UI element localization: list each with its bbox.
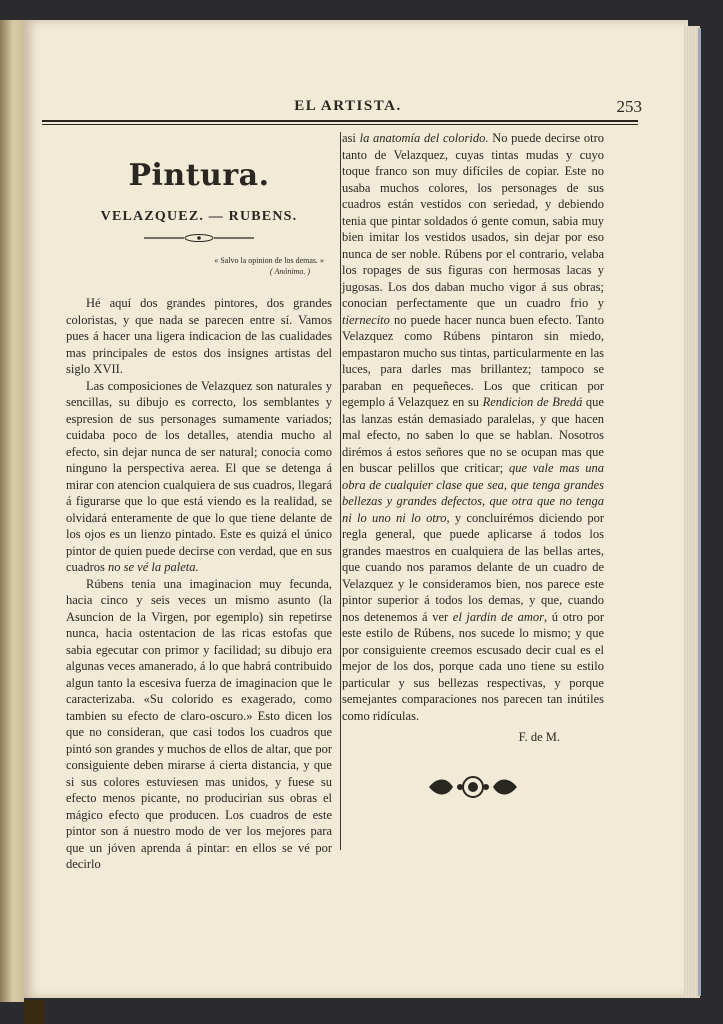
italic-run: que vale mas una obra de cualquier clase que sea, que tenga grandes bellezas y grandes defectos, que otra que no tenga ni lo uno ni lo otro [342,461,604,525]
text-run: no puede hacer nunca buen efecto. Tanto Velazquez como Rúbens pintaron sin miedo, empastaron mucho sus tintas, particularmente en las luces, para darles mas brillantez; tampoco se paraban en pequeñeces. Los que critican por egemplo á Velazquez en su [342,312,604,409]
right-column [342,130,604,799]
author-signature: F. de M. [518,730,560,744]
epigraph [66,255,332,277]
page-number: 253 [616,97,642,116]
epigraph-quote: « Salvo la opinion de los demas. » [214,256,324,265]
header-rule-thick [42,120,638,122]
paragraph-2-italic: no se vé la paleta. [108,560,199,574]
paragraph-3: Rúbens tenia una imaginacion muy fecunda, hacia cinco y seis veces un mismo asunto (la Asuncion de la Virgen, por egemplo) sin repetirse nunca, hacia ostentacion de las ricas estofas que sabia egecutar con primor y facilidad; su dibujo era algunas veces amanerado, á lo que habrá contribuido algun tanto la escesiva fuerza de imaginacion que le caracterizaba. «Su colorido es exagerado, como tambien su efecto de claro-oscuro.» Esto dicen los que no consideran, que casi todos los cuadros que pintó son grandes y muchos de ellos de altar, que por consiguiente deben mirarse á cierta distancia, y que si sus colores estuviesen mas unidos, y fuese su efecto menos picante, no producirian sus obras el mágico efecto que producen. Los cuadros de este pintor son á nuestro modo de ver los mejores para que un jóven aprenda á pintar: en ellos se vé por decirlo [66,576,332,871]
tailpiece-ornament-icon [427,775,519,799]
title-rule-ornament-icon [144,233,254,243]
italic-run: tiernecito [342,312,390,327]
left-column [66,130,332,873]
text-run: No puede decirse otro tanto de Velazquez, cuyas tintas mudas y cuyo toque franco son muy difíciles de copiar. Este no usaba muchos colores, los personages de sus cuadros están vestidos con seriedad, y debiendo tenia que pintar soldados ó gente comun, sabia muy bien imitar los vestidos usados, sin dejar por eso nunca de ser noble. Rúbens por el contrario, velaba los ropages de sus figuras con hermosas lacas y jugosas. Los dos daban mucho vigor á sus obras; conocian perfectamente que un cuadro frio y [342,131,604,310]
italic-run: la anatomía del colorido. [359,131,489,145]
section-title: Pintura. [128,158,270,193]
running-head [40,98,656,120]
article-title: VELAZQUEZ. — RUBENS. [100,209,298,224]
text-run: , ú otro por este estilo de Rúbens, nos sucede lo mismo; y que por consiguiente creemos escusado decir cual es el mejor de los dos, porque cada uno tiene su estilo particular y sus bellezas respectivas, y porque semejantes comparaciones nos parecen tan inútiles como ridículas. [342,609,604,723]
paragraph-2 [66,378,332,576]
paragraph-1: Hé aquí dos grandes pintores, dos grandes coloristas, y que nada se parecen entre sí. Vamos pues á hacer una ligera indicacion de las cualidades mas principales de estos dos insignes artistas del siglo XVII. [66,296,332,376]
running-title: EL ARTISTA. [294,98,402,114]
text-run: que las lanzas están demasiado paralelas, y que hacen mal efecto, no saben lo que se hablan. Nosotros dirémos á estos señores que no se ocupan mas que en buscar pelillos que criticar; [342,395,604,475]
left-page-edge [0,20,24,1002]
italic-run: el jardin de amor [452,609,544,624]
paragraph-2-text: Las composiciones de Velazquez son naturales y sencillas, su dibujo es correcto, los semblantes y espresion de sus personages sumamente variados; cuidaba poco de los detalles, atendia mucho al efecto, sin dejar nunca de ser natural; conocia como ninguno la perspectiva aerea. El que se detenga á mirar con atencion cualquiera de sus cuadros, llegará á figurarse que lo que está viendo es la realidad, se olvidará enteramente de que lo que tiene delante de los ojos es un lienzo pintado. Este es quizá el único pintor de quien puede decirse con verdad, que en sus cuadros [66,378,332,574]
page-stack-border [698,28,701,996]
text-run: , y concluirémos diciendo por regla general, que puede aplicarse á todos los grandes maestros en cualquiera de las bellas artes, que cuando nos paramos delante de un cuadro de Velazquez y le consideramos bien, nos parece este pintor superior á todos los demas, y que, cuando nos detenemos á ver [342,510,605,624]
header-rule-thin [42,124,638,125]
text-run: asi [342,131,360,145]
epigraph-author: ( Anónimo. ) [269,267,310,276]
italic-run: Rendicion de Bredá [482,395,583,409]
column-divider [340,132,341,850]
paragraph-4 [342,130,604,724]
binding-clip [24,1000,44,1024]
